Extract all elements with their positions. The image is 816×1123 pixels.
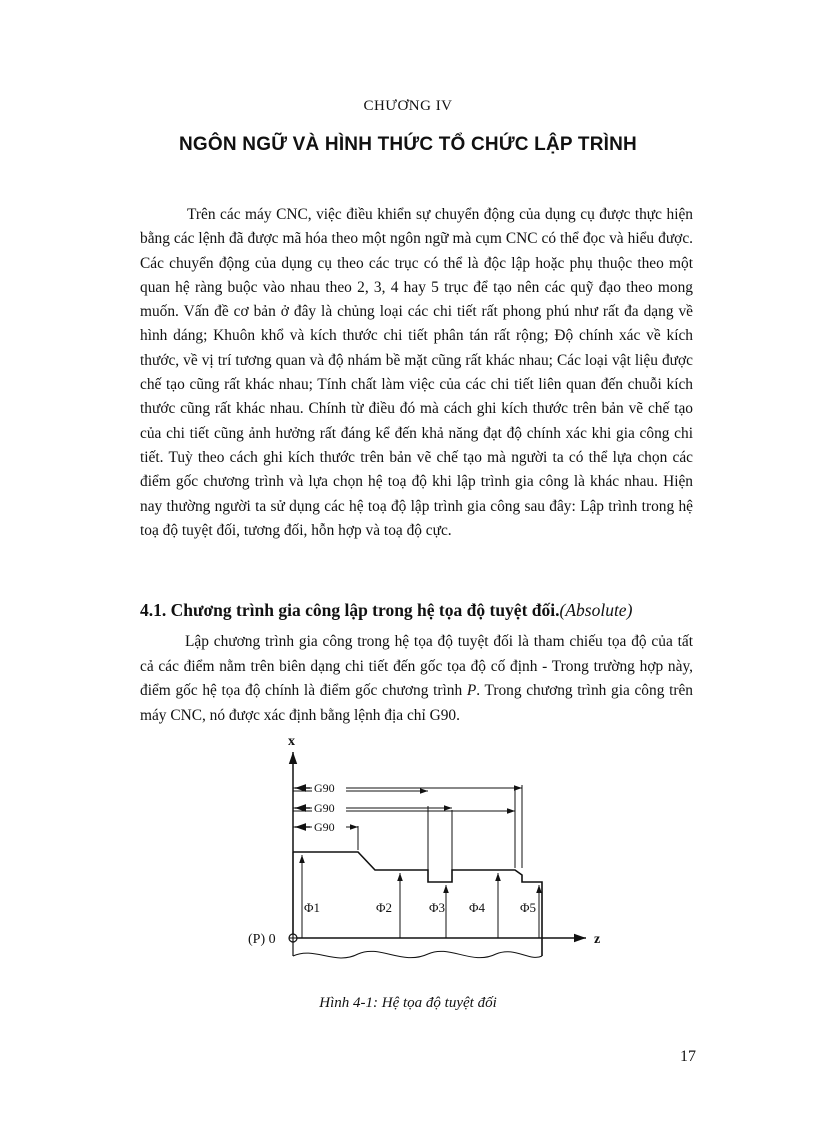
chapter-title: NGÔN NGỮ VÀ HÌNH THỨC TỔ CHỨC LẬP TRÌNH — [179, 134, 637, 155]
diameter-label-5: Φ5 — [520, 900, 537, 915]
section-body — [140, 630, 693, 728]
part-profile — [293, 852, 542, 956]
diameter-label-4: Φ4 — [469, 900, 486, 915]
origin-label: (P) 0 — [248, 932, 276, 947]
page-number: 17 — [680, 1048, 696, 1065]
section-heading-text: 4.1. Chương trình gia công lập trong hệ tọa độ tuyệt đối. — [140, 600, 560, 620]
section-heading-latin: (Absolute) — [559, 600, 633, 620]
figure-caption: Hình 4-1: Hệ tọa độ tuyệt đối — [319, 995, 497, 1011]
diameter-label-2: Φ2 — [376, 900, 393, 915]
coordinate-figure — [240, 730, 620, 980]
g90-label-1: G90 — [314, 781, 335, 795]
g90-label-3: G90 — [314, 820, 335, 834]
intro-paragraph: Trên các máy CNC, việc điều khiển sự chuyển động của dụng cụ được thực hiện bằng các lệnh đã được mã hóa theo một ngôn ngữ mà cụm CNC có thể đọc và hiểu được. Các chuyển động của dụng cụ theo các trục có thể là độc lập hoặc phụ thuộc theo một quan hệ ràng buộc vào nhau theo 2, 3, 4 hay 5 trục để tạo nên các quỹ đạo theo mong muốn. Vấn đề cơ bản ở đây là chủng loại các chi tiết rất phong phú như rất đa dạng về hình dáng; Khuôn khổ và kích thước chi tiết phân tán rất rộng; Độ chính xác về kích thước, về vị trí tương quan và độ nhám bề mặt cũng rất khác nhau; Các loại vật liệu được chế tạo cũng rất khác nhau; Tính chất làm việc của các chi tiết liên quan đến chuỗi kích thước cũng rất khác nhau. Chính từ điều đó mà cách ghi kích thước trên bản vẽ chế tạo của chi tiết cũng ảnh hưởng rất đáng kể đến khả năng đạt độ chính xác khi gia công chi tiết. Tuỳ theo cách ghi kích thước trên bản vẽ chế tạo mà người ta có thể lựa chọn các điểm gốc chương trình và lựa chọn hệ toạ độ khi lập trình gia công là khác nhau. Hiện nay thường người ta sử dụng các hệ toạ độ lập trình gia công sau đây: Lập trình trong hệ toạ độ tuyệt đối, tương đối, hỗn hợp và toạ độ cực. — [140, 206, 693, 539]
g90-label-2: G90 — [314, 801, 335, 815]
origin-variable: P — [466, 682, 477, 699]
diameter-label-3: Φ3 — [429, 900, 446, 915]
z-axis-label: z — [594, 932, 601, 947]
x-axis-label: x — [288, 734, 295, 749]
diameter-label-1: Φ1 — [304, 900, 321, 915]
section-body-part2: . Trong chương trình gia công trên máy CNC, nó được xác định bằng lệnh địa chỉ G90. — [140, 682, 693, 724]
break-line — [293, 951, 542, 958]
chapter-label: CHƯƠNG IV — [363, 98, 453, 114]
section-body-part1: Lập chương trình gia công trong hệ tọa độ tuyệt đối là tham chiếu tọa độ của tất cả các điểm nằm trên biên dạng chi tiết đến gốc tọa độ cố định - Trong trường hợp này, điểm gốc hệ tọa độ chính là điểm gốc chương trình — [140, 633, 693, 699]
section-heading — [140, 600, 700, 621]
